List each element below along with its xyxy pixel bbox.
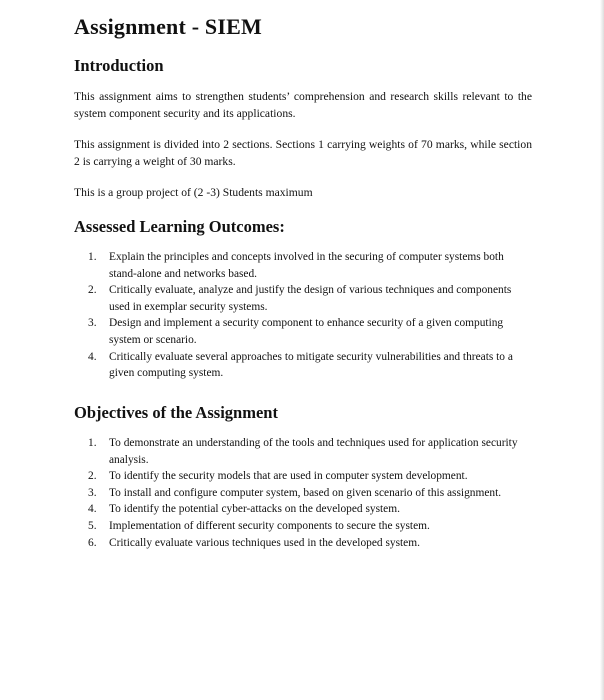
list-number: 5. <box>88 519 97 532</box>
list-text: Critically evaluate various techniques used in the developed system. <box>109 536 420 549</box>
list-item <box>88 485 528 502</box>
outcomes-heading: Assessed Learning Outcomes: <box>74 217 285 236</box>
list-number: 3. <box>88 486 97 499</box>
document-title: Assignment - SIEM <box>74 14 262 39</box>
list-text: Design and implement a security component to enhance security of a given computing system or scenario. <box>109 317 504 346</box>
list-text: Critically evaluate several approaches to mitigate security vulnerabilities and threats to a given computing system. <box>109 350 513 380</box>
objectives-heading: Objectives of the Assignment <box>74 403 278 422</box>
list-number: 4. <box>88 350 97 363</box>
list-text: To identify the security models that are used in computer system development. <box>109 470 468 483</box>
list-number: 4. <box>88 503 97 516</box>
list-number: 2. <box>88 470 97 483</box>
list-number: 6. <box>88 536 97 549</box>
objectives-list <box>88 435 528 551</box>
list-item <box>88 468 528 485</box>
list-item <box>88 249 528 282</box>
list-text: Implementation of different security components to secure the system. <box>109 519 430 532</box>
list-number: 1. <box>88 437 97 449</box>
list-number: 3. <box>88 317 97 330</box>
list-text: To demonstrate an understanding of the tools and techniques used for application security analysis. <box>109 437 518 466</box>
list-text: To identify the potential cyber-attacks on the developed system. <box>109 503 400 516</box>
intro-paragraph-3: This is a group project of (2 -3) Students maximum <box>74 186 313 199</box>
list-text: Explain the principles and concepts involved in the securing of computer systems both stand-alone and networks based. <box>109 251 504 280</box>
outcomes-list <box>88 249 528 382</box>
list-number: 2. <box>88 284 97 297</box>
list-item <box>88 282 528 315</box>
list-item <box>88 315 528 348</box>
list-number: 1. <box>88 251 97 263</box>
intro-paragraph-2: This assignment is divided into 2 sections. Sections 1 carrying weights of 70 marks, while section 2 is carrying a weight of 30 marks. <box>74 138 532 168</box>
page-edge-shadow <box>600 0 604 700</box>
list-text: Critically evaluate, analyze and justify the design of various techniques and components used in exemplar security systems. <box>109 284 512 313</box>
list-item <box>88 501 528 518</box>
list-item <box>88 349 528 382</box>
list-text: To install and configure computer system, based on given scenario of this assignment. <box>109 486 502 499</box>
list-item <box>88 518 528 535</box>
intro-paragraph-1: This assignment aims to strengthen students’ comprehension and research skills relevant to the system component security and its applications. <box>74 90 532 120</box>
introduction-heading: Introduction <box>74 56 164 75</box>
list-item <box>88 435 528 468</box>
list-item <box>88 535 528 552</box>
